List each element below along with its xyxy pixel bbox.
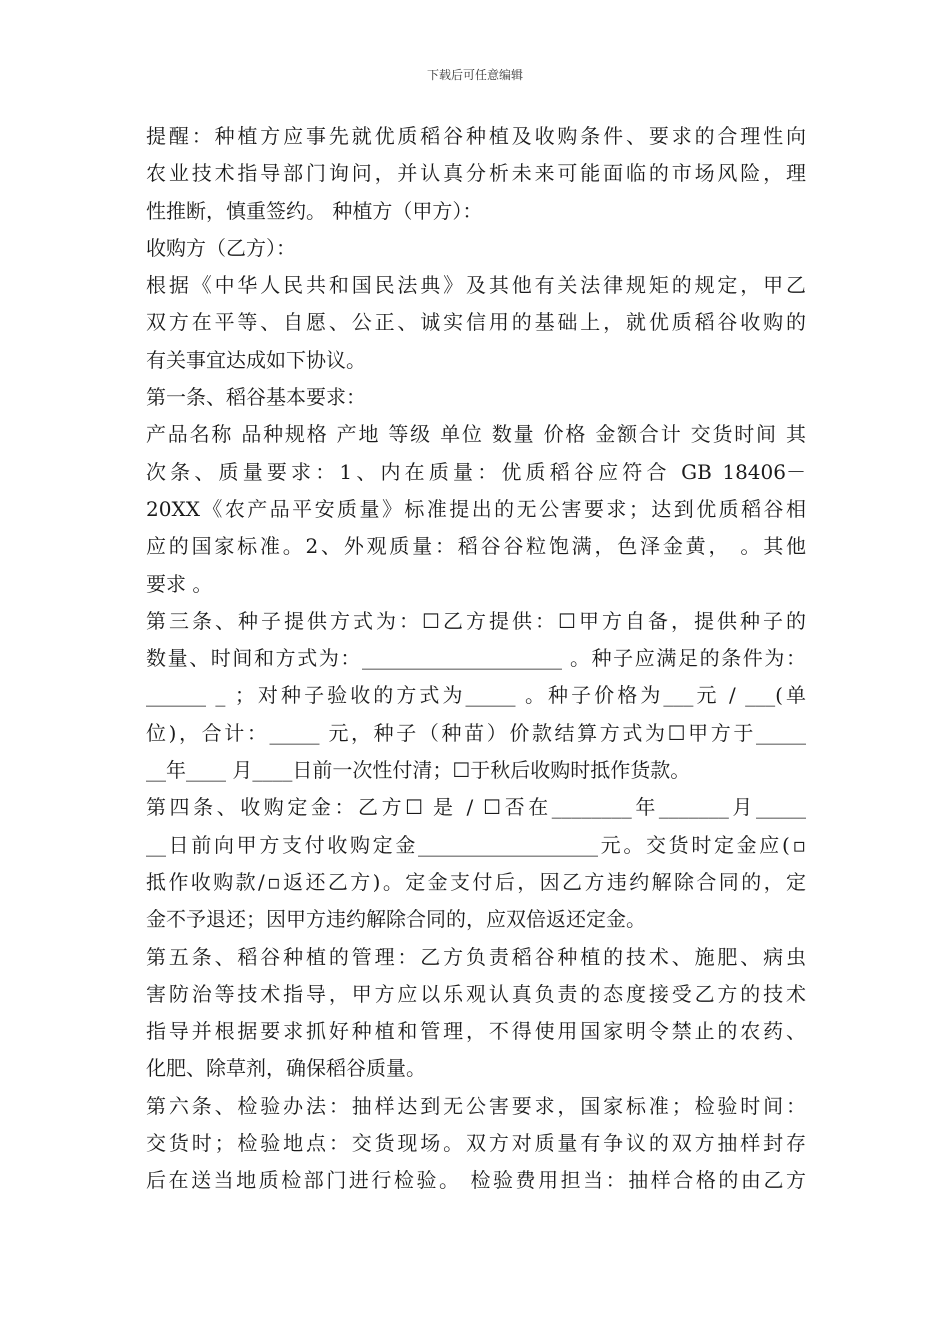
text-line: 化肥、除草剂，确保稻谷质量。 bbox=[146, 1056, 426, 1081]
text-line: __日前向甲方支付收购定金__________________元。交货时定金应(▫ bbox=[146, 832, 806, 857]
text-line: 抵作收购款/▫返还乙方)。定金支付后，因乙方违约解除合同的，定 bbox=[146, 869, 806, 894]
text-line: ______ _ ；对种子验收的方式为_____ 。种子价格为___元 / ___(单 bbox=[146, 683, 806, 708]
text-line: 害防治等技术指导，甲方应以乐观认真负责的态度接受乙方的技术 bbox=[146, 981, 806, 1006]
text-line: __年____ 月____日前一次性付清；☐于秋后收购时抵作货款。 bbox=[146, 758, 691, 783]
text-line: 交货时；检验地点：交货现场。双方对质量有争议的双方抽样封存 bbox=[146, 1131, 806, 1156]
text-line: 第三条、种子提供方式为：☐乙方提供：☐甲方自备，提供种子的 bbox=[146, 608, 806, 633]
text-line: 有关事宜达成如下协议。 bbox=[146, 347, 366, 372]
text-line: 收购方（乙方）： bbox=[146, 235, 296, 260]
text-line: 双方在平等、自愿、公正、诚实信用的基础上，就优质稻谷收购的 bbox=[146, 310, 806, 335]
text-line: 根据《中华人民共和国民法典》及其他有关法律规矩的规定，甲乙 bbox=[146, 273, 806, 298]
text-line: 农业技术指导部门询问，并认真分析未来可能面临的市场风险，理 bbox=[146, 161, 806, 186]
text-line: 提醒：种植方应事先就优质稻谷种植及收购条件、要求的合理性向 bbox=[146, 124, 806, 148]
text-line: 数量、时间和方式为：____________________ 。种子应满足的条件为： bbox=[146, 646, 806, 671]
text-line: 第四条、收购定金：乙方☐ 是 / ☐否在________年_______月_____ bbox=[146, 795, 806, 820]
text-line: 应的国家标准。2、外观质量：稻谷谷粒饱满，色泽金黄， 。其他 bbox=[146, 534, 806, 559]
text-line: 指导并根据要求抓好种植和管理，不得使用国家明令禁止的农药、 bbox=[146, 1019, 806, 1044]
page-header: 下载后可任意编辑 bbox=[426, 68, 523, 82]
text-line: 第六条、检验办法：抽样达到无公害要求，国家标准；检验时间： bbox=[146, 1093, 806, 1118]
text-line: 后在送当地质检部门进行检验。 检验费用担当：抽样合格的由乙方 bbox=[146, 1168, 806, 1193]
text-line: 20XX《农产品平安质量》标准提出的无公害要求；达到优质稻谷相 bbox=[146, 496, 806, 521]
text-line: 次条、质量要求：1、内在质量：优质稻谷应符合 GB 18406－ bbox=[146, 459, 806, 484]
text-line: 要求 。 bbox=[146, 571, 213, 596]
text-line: 第一条、稻谷基本要求： bbox=[146, 385, 366, 410]
text-line: 性推断，慎重签约。 种植方（甲方）： bbox=[146, 198, 483, 223]
text-line: 产品名称 品种规格 产地 等级 单位 数量 价格 金额合计 交货时间 其 bbox=[146, 422, 806, 447]
text-line: 位)，合计：_____ 元，种子（种苗）价款结算方式为☐甲方于_____ bbox=[146, 720, 806, 745]
document-body bbox=[146, 118, 806, 1200]
text-line: 第五条、稻谷种植的管理：乙方负责稻谷种植的技术、施肥、病虫 bbox=[146, 944, 806, 969]
text-line: 金不予退还；因甲方违约解除合同的，应双倍返还定金。 bbox=[146, 907, 646, 932]
